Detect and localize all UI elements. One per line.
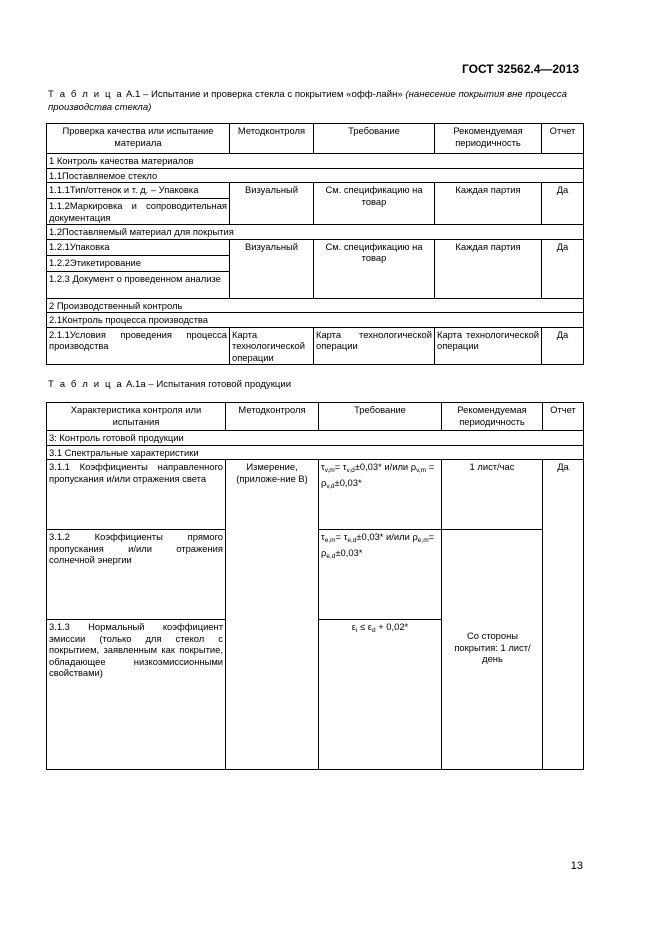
caption-text: – Испытания готовой продукции — [145, 379, 292, 390]
table-row — [47, 298, 584, 313]
requirement-cell: См. спецификацию на товар — [314, 183, 435, 225]
table-a1 — [46, 123, 584, 365]
method-cell: Измерение, (приложе-ние В) — [226, 460, 319, 770]
method-cell: Визуальный — [230, 183, 314, 225]
header-cell: Характеристика контроля или испытания — [47, 403, 226, 431]
section-cell: 1.1Поставляемое стекло — [47, 168, 584, 183]
section-cell: 1.2Поставляемый материал для покрытия — [47, 225, 584, 240]
report-cell: Да — [542, 183, 584, 225]
table-row — [47, 225, 584, 240]
table2-caption — [48, 378, 588, 391]
header-cell: Проверка качества или испытание материала — [47, 124, 230, 154]
item-cell: 1.2.3 Документ о проведенном анализе — [47, 271, 230, 298]
item-cell: 2.1.1Условия проведения процесса производства — [47, 327, 230, 365]
caption-note: (нанесение покрытия вне процесса производства стекла) — [48, 89, 567, 113]
header-cell: Методконтроля — [226, 403, 319, 431]
page-number: 13 — [570, 860, 583, 872]
period-cell: Каждая партия — [435, 183, 542, 225]
header-cell: Рекомендуемая периодичность — [435, 124, 542, 154]
caption-number: А.1а — [123, 379, 146, 390]
table-row — [47, 313, 584, 328]
caption-label: Т а б л и ц а — [48, 379, 124, 390]
period-cell: 1 лист/час — [442, 460, 543, 530]
period-cell: Карта технологической операции — [435, 327, 542, 365]
document-number: ГОСТ 32562.4—2013 — [462, 62, 580, 76]
requirement-formula: $\varepsilon_i \le \varepsilon_d + 0,02*$ — [351, 621, 409, 634]
method-cell: Карта технологической операции — [230, 327, 314, 365]
section-cell: 2.1Контроль процесса производства — [47, 313, 584, 328]
table-a1a-header-row — [47, 403, 584, 431]
requirement-cell — [319, 620, 442, 770]
table-row — [47, 445, 584, 460]
table-row — [47, 327, 584, 365]
method-cell: Визуальный — [230, 239, 314, 298]
requirement-cell: См. спецификацию на товар — [314, 239, 435, 298]
requirement-cell — [319, 460, 442, 530]
caption-text: – Испытание и проверка стекла с покрытием «офф-лайн» — [140, 89, 406, 100]
header-cell: Требование — [314, 124, 435, 154]
period-cell: Каждая партия — [435, 239, 542, 298]
item-cell: 1.2.1Упаковка — [47, 239, 230, 255]
header-cell: Требование — [319, 403, 442, 431]
report-cell: Да — [542, 239, 584, 298]
report-cell: Да — [542, 327, 584, 365]
item-cell: 3.1.3 Нормальный коэффициент эмиссии (только для стекол с покрытием, заявленным как покрытие, обладающее низкоэмиссионными свойствами) — [47, 620, 226, 770]
item-cell: 3.1.1 Коэффициенты направленного пропускания и/или отражения света — [47, 460, 226, 530]
requirement-formula: $\tau_{v,m}= \tau_{v,d}\pm 0,03*$ и/или $\rho_{v,m} = \rho_{v,d}\pm 0,03*$ — [321, 461, 435, 490]
table-a1-header-row — [47, 124, 584, 154]
header-cell: Рекомендуемая периодичность — [442, 403, 543, 431]
table-row — [47, 460, 584, 530]
header-cell: Отчет — [542, 124, 584, 154]
table-row — [47, 239, 584, 255]
table1-caption — [48, 88, 588, 114]
table-row — [47, 154, 584, 169]
period-313: Со стороны покрытия: 1 лист/день — [454, 630, 531, 664]
header-cell: Отчет — [543, 403, 584, 431]
section-cell: 1 Контроль качества материалов — [47, 154, 584, 169]
requirement-formula: $\tau_{e,m}= \tau_{e,d}\pm 0,03*$ и/или $\rho_{e,m}= \rho_{e,d}\pm 0,03*$ — [321, 531, 435, 560]
item-cell: 3.1.2 Коэффициенты прямого пропускания и/или отражения солнечной энергии — [47, 530, 226, 620]
table-row — [47, 183, 584, 199]
requirement-cell — [319, 530, 442, 620]
table-row — [47, 431, 584, 446]
item-cell: 1.1.2Маркировка и сопроводительная документация — [47, 199, 230, 225]
requirement-cell: Карта технологической операции — [314, 327, 435, 365]
item-cell: 1.1.1Тип/оттенок и т. д. – Упаковка — [47, 183, 230, 199]
section-cell: 2 Производственный контроль — [47, 298, 584, 313]
report-cell: Да — [543, 460, 584, 770]
caption-number: А.1 — [123, 89, 141, 100]
section-cell: 3: Контроль готовой продукции — [47, 431, 584, 446]
caption-label: Т а б л и ц а — [48, 89, 124, 100]
table-row — [47, 168, 584, 183]
item-cell: 1.2.2Этикетирование — [47, 255, 230, 271]
table-a1a — [46, 402, 584, 770]
section-cell: 3.1 Спектральные характеристики — [47, 445, 584, 460]
header-cell: Методконтроля — [230, 124, 314, 154]
